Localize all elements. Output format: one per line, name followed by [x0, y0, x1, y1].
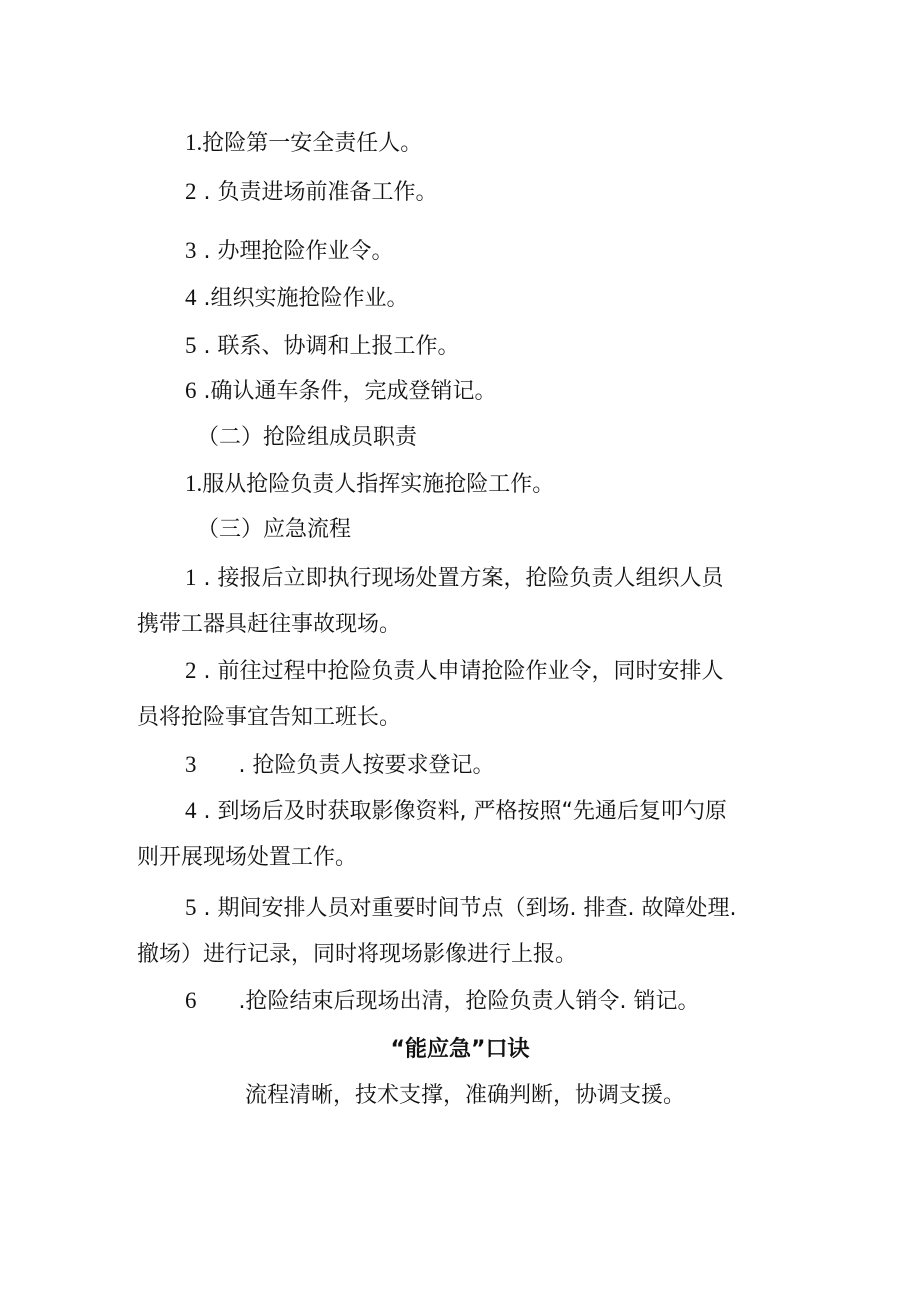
item-number: 5	[185, 333, 197, 358]
item-number: 6	[185, 988, 197, 1013]
item-text: . 负责进场前准备工作。	[196, 180, 438, 205]
item-number: 3	[185, 238, 197, 263]
duty-item-4	[185, 283, 409, 314]
process-item-2	[185, 656, 723, 687]
item-number: 1	[185, 565, 197, 590]
section-heading-3: （三）应急流程	[197, 517, 352, 542]
item-number: 3	[185, 752, 197, 777]
motto-title: “能应急”口诀	[390, 1037, 530, 1062]
process-item-4-continued: 则开展现场处置工作。	[137, 845, 358, 870]
item-text: .确认通车条件，完成登销记。	[196, 379, 497, 404]
item-number: 2	[185, 658, 197, 683]
item-text: .抢险结束后现场出清，抢险负责人销令. 销记。	[196, 989, 700, 1014]
item-text: .组织实施抢险作业。	[196, 286, 409, 311]
process-item-4	[185, 796, 727, 827]
duty-item-3	[185, 236, 393, 267]
item-text: . 办理抢险作业令。	[196, 239, 394, 264]
item-number: 1.	[185, 471, 203, 496]
item-text: 抢险第一安全责任人。	[202, 131, 423, 156]
process-item-3	[185, 750, 494, 781]
process-item-5-continued: 撤场）进行记录，同时将现场影像进行上报。	[137, 942, 578, 967]
member-item-1	[185, 469, 554, 500]
item-text: 服从抢险负责人指挥实施抢险工作。	[202, 472, 555, 497]
process-item-6	[185, 986, 699, 1017]
item-text: . 抢险负责人按要求登记。	[196, 753, 495, 778]
duty-item-6	[185, 376, 497, 407]
duty-item-1	[185, 128, 422, 159]
item-number: 4	[185, 798, 197, 823]
process-item-2-continued: 员将抢险事宜告知工班长。	[137, 705, 402, 730]
duty-item-5	[185, 331, 459, 362]
item-text: . 前往过程中抢险负责人申请抢险作业令，同时安排人	[196, 659, 724, 684]
process-item-1	[185, 563, 723, 594]
item-number: 6	[185, 378, 197, 403]
item-number: 4	[185, 285, 197, 310]
item-text: . 接报后立即执行现场处置方案，抢险负责人组织人员	[196, 566, 724, 591]
item-number: 2	[185, 179, 197, 204]
item-text: . 联系、协调和上报工作。	[196, 334, 460, 359]
section-heading-2: （二）抢险组成员职责	[197, 425, 418, 450]
motto-text: 流程清晰，技术支撑，准确判断，协调支援。	[244, 1083, 685, 1108]
item-number: 1.	[185, 130, 203, 155]
item-text: . 期间安排人员对重要时间节点（到场. 排查. 故障处理.	[196, 896, 737, 921]
process-item-5	[185, 893, 736, 924]
item-number: 5	[185, 895, 197, 920]
process-item-1-continued: 携带工器具赶往事故现场。	[137, 612, 402, 637]
duty-item-2	[185, 177, 437, 208]
item-text: . 到场后及时获取影像资料, 严格按照“先通后复叩勺原	[196, 799, 727, 824]
